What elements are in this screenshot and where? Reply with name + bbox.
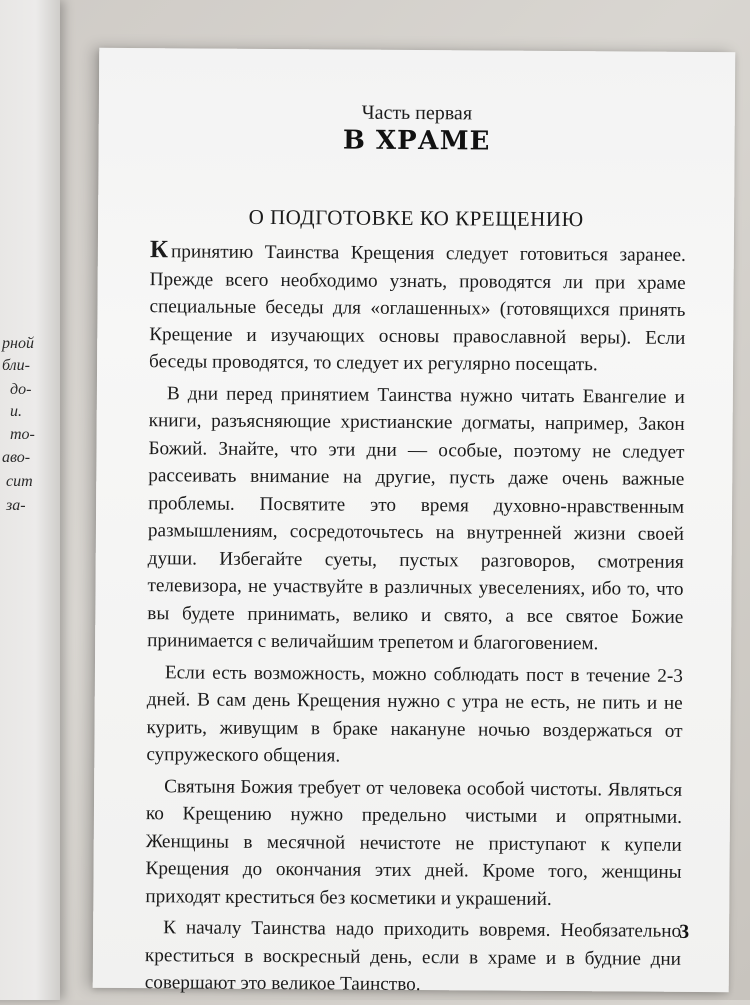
left-page-fragment: рной <box>2 335 34 352</box>
body-text <box>145 236 686 1004</box>
section-title: В ХРАМЕ <box>342 125 491 157</box>
left-page-fragment: до- <box>10 381 32 398</box>
left-page-edge <box>0 0 60 1000</box>
paragraph: Святыня Божия требует от человека особой чистоты. Являться ко Крещению нужно предельно чистыми и опрятными. Женщины в месячной нечистоте не приступают к купели Крещения до окончания этих дней. Кроме того, женщины приходят креститься без косметики и украшений. <box>145 775 683 910</box>
paragraph: В дни перед принятием Таинства нужно читать Евангелие и книги, разъясняющие христианские догматы, например, Закон Божий. Знайте, что эти дни — особые, поэтому не следует рассеивать внимание на другие, пусть даже очень важные проблемы. Посвятите это время духовно-нравственным размышлениям, сосредоточьтесь на внутренней жизни своей души. Избегайте суеты, пустых разговоров, смотрения телевизора, не участвуйте в различных увеселениях, ибо то, что вы будете принимать, велико и свято, а все святое Божие принимается с величайшим трепетом и благоговением. <box>147 382 685 655</box>
paragraph: К началу Таинства надо приходить вовремя. Необязательно креститься в воскресный день, если в храме и в будние дни совершают это великое Таинство. <box>144 917 682 996</box>
left-page-fragment: то- <box>10 426 35 443</box>
paragraph <box>149 236 686 379</box>
left-page-fragment: за- <box>6 497 26 514</box>
left-page-fragment: бли- <box>2 357 30 374</box>
part-label: Часть первая <box>361 101 473 125</box>
left-page-fragment: сит <box>6 473 33 490</box>
paragraph: Если есть возможность, можно соблюдать пост в течение 2-3 дней. В сам день Крещения нужно с утра не есть, не пить и не курить, живущим в браке накануне ночью воздержаться от супружеского общения. <box>146 661 683 767</box>
left-page-fragment: аво- <box>2 449 31 466</box>
left-page-fragment: и. <box>10 403 22 420</box>
page-number: 3 <box>679 920 690 943</box>
drop-cap: К <box>149 236 169 264</box>
book-page <box>93 48 736 996</box>
paragraph-text: принятию Таинства Крещения следует готовиться заранее. Прежде всего необходимо узнать, проводятся ли при храме специальные беседы для «оглашенных» (готовящихся принять Крещение и изучающих основы православной веры). Если беседы проводятся, то следует их регулярно посещать. <box>149 241 686 376</box>
chapter-title: О ПОДГОТОВКЕ КО КРЕЩЕНИЮ <box>248 204 584 232</box>
